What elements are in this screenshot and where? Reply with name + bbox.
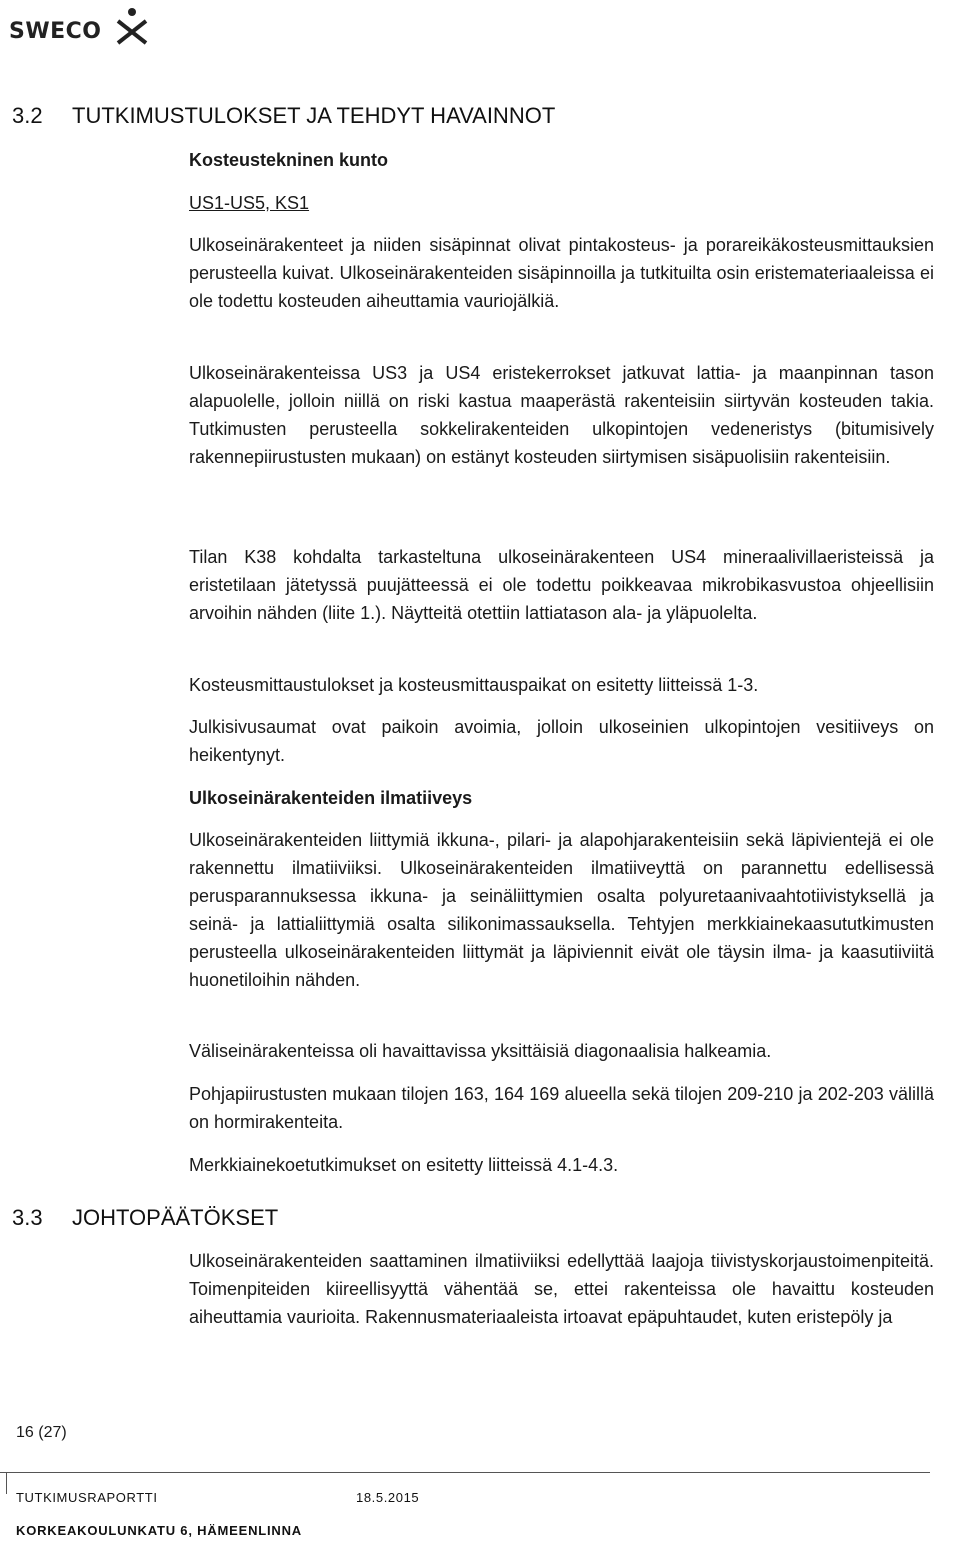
- section-title: JOHTOPÄÄTÖKSET: [72, 1205, 279, 1230]
- sweco-logo: [9, 5, 159, 47]
- paragraph-7: Väliseinärakenteissa oli havaittavissa yksittäisiä diagonaalisia halkeamia.: [189, 1041, 772, 1061]
- paragraph-10: Ulkoseinärakenteiden saattaminen ilmatiiviiksi edellyttää laajoja tiivistyskorjaustoimenpiteitä. Toimenpiteiden kiireellisyyttä vähentää se, ettei rakenteissa ole havaittu kosteuden aiheuttamia vaurioita. Rakennusmateriaaleista irtoavat epäpuhtaudet, kuten eristepöly ja: [189, 1251, 934, 1327]
- footer-address: KORKEAKOULUNKATU 6, HÄMEENLINNA: [16, 1523, 302, 1538]
- logo-text: SWECO: [9, 19, 102, 44]
- paragraph-9: Merkkiainekoetutkimukset on esitetty liitteissä 4.1-4.3.: [189, 1155, 619, 1175]
- subheading-ilmatiiveys: Ulkoseinärakenteiden ilmatiiveys: [189, 788, 473, 808]
- footer-divider: [0, 1472, 930, 1473]
- section-number: 3.3: [12, 1205, 43, 1230]
- paragraph-5: Julkisivusaumat ovat paikoin avoimia, jolloin ulkoseinien ulkopintojen vesitiiveys on heikentynyt.: [189, 717, 934, 765]
- section-title: TUTKIMUSTULOKSET JA TEHDYT HAVAINNOT: [72, 103, 556, 128]
- paragraph-2: Ulkoseinärakenteissa US3 ja US4 eristekerrokset jatkuvat lattia- ja maanpinnan tason alapuolelle, jolloin niillä on riski kastua maaperästä rakenteisiin siirtyvän kosteuden takia. Tutkimusten perusteella sokkelirakenteiden ulkopintojen vedeneristys (bitumisively rakennepiirustusten mukaan) on estänyt kosteuden siirtymisen sisäpuolisiin rakenteisiin.: [189, 363, 934, 467]
- section-heading-3-2: [12, 103, 555, 129]
- paragraph-6: Ulkoseinärakenteiden liittymiä ikkuna-, pilari- ja alapohjarakenteisiin sekä läpivientejä ei ole rakennettu ilmatiiviiksi. Ulkoseinärakenteiden ilmatiiveyttä on parannettu edellisessä perusparannuksessa ikkuna- ja seinäliittymien osalta polyuretaanivaahtotiivistyksellä ja seinä- ja lattialiittymiä osalta silikonimassauksella. Tehtyjen merkkiainekaasututkimusten perusteella ulkoseinärakenteiden liittymät ja läpiviennit eivät ole täysin ilma- ja kaasutiiviitä huonetiloihin nähden.: [189, 830, 934, 990]
- section-heading-3-3: [12, 1205, 278, 1231]
- paragraph-1: Ulkoseinärakenteet ja niiden sisäpinnat olivat pintakosteus- ja porareikäkosteusmittauksien perusteella kuivat. Ulkoseinärakenteiden sisäpinnoilla ja tutkituilta osin eristemateriaaleissa ei ole todettu kosteuden aiheuttamia vauriojälkiä.: [189, 235, 934, 311]
- sweco-logo-mark-icon: [115, 7, 149, 45]
- subheading-kosteustekninen-kunto: Kosteustekninen kunto: [189, 150, 389, 170]
- footer-doc-type: TUTKIMUSRAPORTTI: [16, 1490, 158, 1505]
- paragraph-8: Pohjapiirustusten mukaan tilojen 163, 164 169 alueella sekä tilojen 209-210 ja 202-203 välillä on hormirakenteita.: [189, 1084, 934, 1132]
- footer-divider-tick: [6, 1472, 7, 1494]
- subheading-structure-codes: US1-US5, KS1: [189, 193, 310, 213]
- footer-date: 18.5.2015: [356, 1490, 420, 1505]
- page-number: 16 (27): [16, 1424, 67, 1441]
- section-number: 3.2: [12, 103, 43, 128]
- paragraph-3: Tilan K38 kohdalta tarkasteltuna ulkoseinärakenteen US4 mineraalivillaeristeissä ja eristetilaan jätetyssä puujätteessä ei ole todettu poikkeavaa mikrobikasvustoa ohjeellisiin arvoihin nähden (liite 1.). Näytteitä otettiin lattiatason ala- ja yläpuolelta.: [189, 547, 934, 623]
- paragraph-4: Kosteusmittaustulokset ja kosteusmittauspaikat on esitetty liitteissä 1-3.: [189, 675, 759, 695]
